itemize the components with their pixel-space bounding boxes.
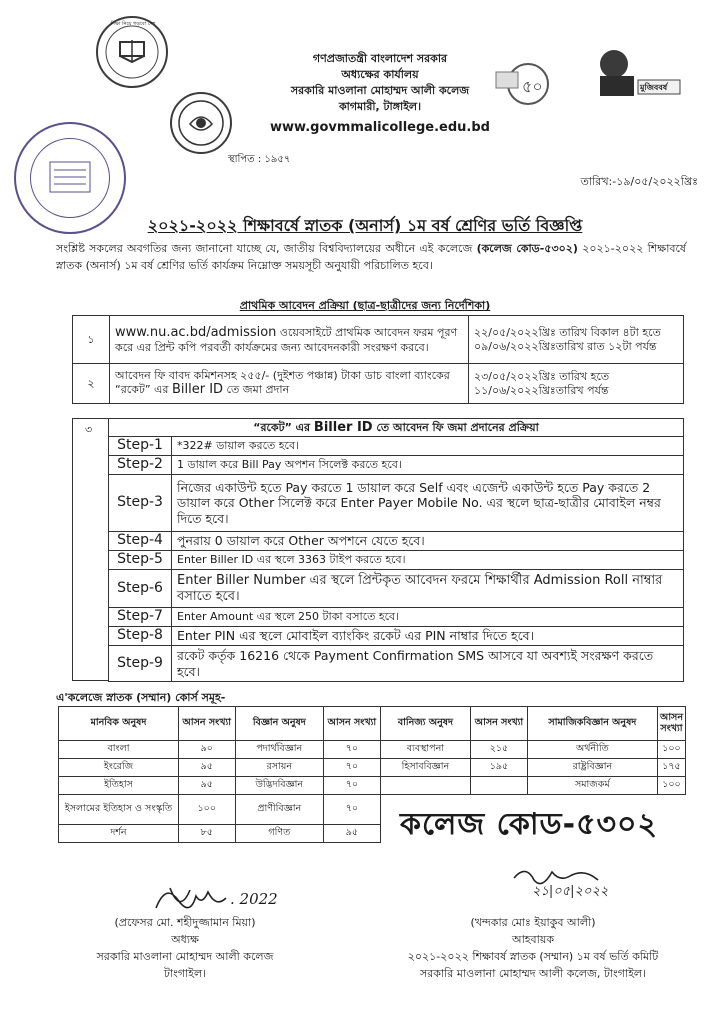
faculty-header: সামাজিকবিজ্ঞান অনুষদ [527, 707, 657, 741]
step-label: Step-2 [109, 456, 172, 475]
seat-count: ৭০ [324, 795, 381, 825]
rocket-steps-heading: “রকেট” এর Biller ID তে আবেদন ফি জমা প্রদানের প্রক্রিয়া [109, 419, 684, 437]
portrait-icon [584, 42, 684, 100]
rocket-steps-table [108, 418, 684, 682]
seat-count: ৯০ [178, 741, 235, 759]
college-crest-icon [172, 94, 230, 152]
seat-header: আসন সংখ্যা [324, 707, 381, 741]
step-text: Enter Biller ID এর স্থলে 3363 টাইপ করতে হবে। [172, 551, 684, 570]
step-row [109, 608, 684, 627]
header-office: অধ্যক্ষের কার্যালয় [341, 68, 419, 81]
seat-count: ৮৫ [178, 825, 235, 843]
step-label: Step-5 [109, 551, 172, 570]
faculty-header: বানিজ্য অনুষদ [380, 707, 470, 741]
seat-count: ৭০ [324, 741, 381, 759]
notice-date: তারিখ:-১৯/০৫/২০২২খ্রিঃ [580, 175, 698, 188]
header-website[interactable]: www.govmmalicollege.edu.bd [270, 120, 490, 135]
principal-org: সরকারি মাওলানা মোহাম্মদ আলী কলেজ [96, 950, 274, 964]
header-college-name: সরকারি মাওলানা মোহাম্মদ আলী কলেজ [290, 84, 470, 97]
college-seal-logo [170, 92, 232, 154]
step-row [109, 437, 684, 456]
process-row-description: www.nu.ac.bd/admission ওয়েবসাইটে প্রাথমিক আবেদন ফরম পূরণ করে এর প্রিন্ট কপি পরবর্তী কার্যক্রমের জন্য আবেদনকারী সংরক্ষণ করবে। [110, 316, 469, 364]
seat-count: ৭০ [324, 777, 381, 795]
courses-title: এ'কলেজে স্নাতক (সম্মান) কোর্স সমূহ- [56, 691, 226, 704]
step-row [109, 551, 684, 570]
seat-count [471, 777, 528, 795]
course-name: উদ্ভিদবিজ্ঞান [235, 777, 324, 795]
process-row-description: আবেদন ফি বাবদ কমিশনসহ ২৫৫/- (দুইশত পঞ্চান্ন) টাকা ডাচ বাংলা ব্যাংকের “রকেট” এর Biller ID তে জমা প্রদান [110, 364, 469, 404]
step-text: পুনরায় 0 ডায়াল করে Other অপশনে যেতে হবে। [172, 532, 684, 551]
seat-count: ১০০ [657, 777, 685, 795]
seat-header: আসন সংখ্যা [471, 707, 528, 741]
section-heading: প্রাথমিক আবেদন প্রক্রিয়া (ছাত্র-ছাত্রীদের জন্য নির্দেশিকা) [239, 299, 491, 312]
seat-count: ১০০ [178, 795, 235, 825]
course-name: রাষ্ট্রবিজ্ঞান [527, 759, 657, 777]
step-row [109, 646, 684, 682]
step-label: Step-6 [109, 570, 172, 608]
step-label: Step-1 [109, 437, 172, 456]
course-name: ইতিহাস [59, 777, 179, 795]
header-address: কাগমারী, টাঙ্গাইল। [338, 100, 422, 113]
principal-handwritten-date: . 2022 [230, 890, 278, 908]
step-row [109, 627, 684, 646]
convener-org: সরকারি মাওলানা মোহাম্মদ আলী কলেজ, টাংগাইল। [419, 967, 647, 981]
course-row [59, 777, 686, 795]
step-label: Step-7 [109, 608, 172, 627]
convener-title: আহবায়ক [511, 933, 555, 947]
process-row-number: ২ [73, 364, 110, 404]
seat-count: ১৯৫ [471, 759, 528, 777]
education-board-logo [96, 16, 168, 88]
course-name [380, 777, 470, 795]
established-year: স্থাপিত : ১৯৫৭ [228, 154, 291, 165]
course-name: গণিত [235, 825, 324, 843]
seat-count: ৯৫ [324, 825, 381, 843]
process-row-number: ৩ [85, 423, 93, 436]
course-name: সমাজকর্ম [527, 777, 657, 795]
seat-count: ৭০ [324, 759, 381, 777]
seat-header: আসন সংখ্যা [178, 707, 235, 741]
faculty-header: বিজ্ঞান অনুষদ [235, 707, 324, 741]
step-label: Step-3 [109, 475, 172, 532]
convener-signature-block [368, 914, 698, 982]
course-name: দর্শন [59, 825, 179, 843]
seat-count: ৯৫ [178, 777, 235, 795]
step-text: Enter Amount এর স্থলে 250 টাকা বসাতে হবে। [172, 608, 684, 627]
principal-title: অধ্যক্ষ [171, 933, 199, 947]
intro-college-code: (কলেজ কোড-৫৩০২) [476, 242, 578, 255]
faculty-header: মানবিক অনুষদ [59, 707, 179, 741]
course-name: প্রাণীবিজ্ঞান [235, 795, 324, 825]
course-name: বাংলা [59, 741, 179, 759]
step-row [109, 570, 684, 608]
course-name: ব্যবস্থাপনা [380, 741, 470, 759]
step-label: Step-4 [109, 532, 172, 551]
seat-count: ১৭৫ [657, 759, 685, 777]
step-text: রকেট কর্তৃক 16216 থেকে Payment Confirmation SMS আসবে যা অবশ্যই সংরক্ষণ করতে হবে। [172, 646, 684, 682]
process-row-3-number-cell [72, 418, 108, 681]
step-text: *322# ডায়াল করতে হবে। [172, 437, 684, 456]
course-name: ইসলামের ইতিহাস ও সংস্কৃতি [59, 795, 179, 825]
step-row [109, 456, 684, 475]
step-label: Step-8 [109, 627, 172, 646]
education-logo-motto: শিক্ষা নিয়ে গড়বো দেশ [110, 21, 156, 27]
step-row [109, 532, 684, 551]
process-row-number: ১ [73, 316, 110, 364]
intro-text-2: ২০২১-২০২২ শিক্ষাবর্ষে স্নাতক (অনার্স) ১ম বর্ষ শ্রেণির ভর্তি কার্যক্রম নিম্নোক্ত সময়সূচী অনুযায়ী পরিচালিত হবে। [56, 242, 686, 273]
svg-text:৫০: ৫০ [522, 77, 543, 96]
header-government: গণপ্রজাতন্ত্রী বাংলাদেশ সরকার [312, 52, 448, 65]
application-process-table [72, 315, 684, 404]
seat-header: আসন সংখ্যা [657, 707, 685, 741]
convener-name: (খন্দকার মোঃ ইয়াকুব আলী) [470, 916, 596, 929]
process-row [73, 316, 684, 364]
intro-text-1: সংশ্লিষ্ট সকলের অবগতির জন্য জানানো যাচ্ছে যে, জাতীয় বিশ্ববিদ্যালয়ের অধীনে এই কলেজে [56, 242, 477, 255]
step-text: Enter Biller Number এর স্থলে প্রিন্টকৃত আবেদন ফরমে শিক্ষার্থীর Admission Roll নাম্বার বসাতে হবে। [172, 570, 684, 608]
course-row [59, 759, 686, 777]
principal-name: (প্রফেসর মো. শহীদুজ্জামান মিয়া) [114, 916, 256, 929]
seat-count: ৯৫ [178, 759, 235, 777]
course-name: পদার্থবিজ্ঞান [235, 741, 324, 759]
step-row [109, 475, 684, 532]
seat-count: ১০০ [657, 741, 685, 759]
course-row [59, 741, 686, 759]
mujib-borsho-text: মুজিববর্ষ [640, 83, 668, 92]
notice-title: ২০২১-২০২২ শিক্ষাবর্ষে স্নাতক (অনার্স) ১ম বর্ষ শ্রেণির ভর্তি বিজ্ঞপ্তি [147, 216, 583, 235]
admission-url[interactable]: www.nu.ac.bd/admission [115, 324, 277, 340]
convener-handwritten-date: ২১|০৫|২০২২ [532, 884, 609, 899]
step-text: Enter PIN এর স্থলে মোবাইল ব্যাংকিং রকেট এর PIN নাম্বার দিতে হবে। [172, 627, 684, 646]
step-label: Step-9 [109, 646, 172, 682]
principal-city: টাংগাইল। [163, 967, 207, 981]
process-row [73, 364, 684, 404]
course-name: রসায়ন [235, 759, 324, 777]
convener-committee: ২০২১-২০২২ শিক্ষাবর্ষ স্নাতক (সম্মান) ১ম বর্ষ ভর্তি কমিটি [407, 950, 659, 964]
notice-intro [56, 240, 686, 274]
course-name: ইংরেজি [59, 759, 179, 777]
principal-signature-block [60, 914, 310, 982]
course-name: অর্থনীতি [527, 741, 657, 759]
process-row-time: ২৩/০৫/২০২২খ্রিঃ তারিখ হতে ১১/০৬/২০২২খ্রিঃতারিখ পর্যন্ত [469, 364, 684, 404]
step-text: 1 ডায়াল করে Bill Pay অপশন সিলেক্ট করতে হবে। [172, 456, 684, 475]
process-row-time: ২২/০৫/২০২২খ্রিঃ তারিখ বিকাল ৪টা হতে ০৯/০৬/২০২২খ্রিঃতারিখ রাত ১২টা পর্যন্ত [469, 316, 684, 364]
mujib-borsho-logo [584, 42, 684, 100]
step-text: নিজের একাউন্ট হতে Pay করতে 1 ডায়াল করে Self এবং এজেন্ট একাউন্ট হতে Pay করতে 2 ডায়াল করে Other সিলেক্ট করে Enter Payer Mobile No. এর স্থলে ছাত্র-ছাত্রীর মোবাইল নম্বর দিতে হবে। [172, 475, 684, 532]
courses-header-row [59, 707, 686, 741]
college-code-banner: কলেজ কোড-৫৩০২ [400, 807, 659, 842]
course-name: হিসাববিজ্ঞান [380, 759, 470, 777]
seat-count: ২১৫ [471, 741, 528, 759]
